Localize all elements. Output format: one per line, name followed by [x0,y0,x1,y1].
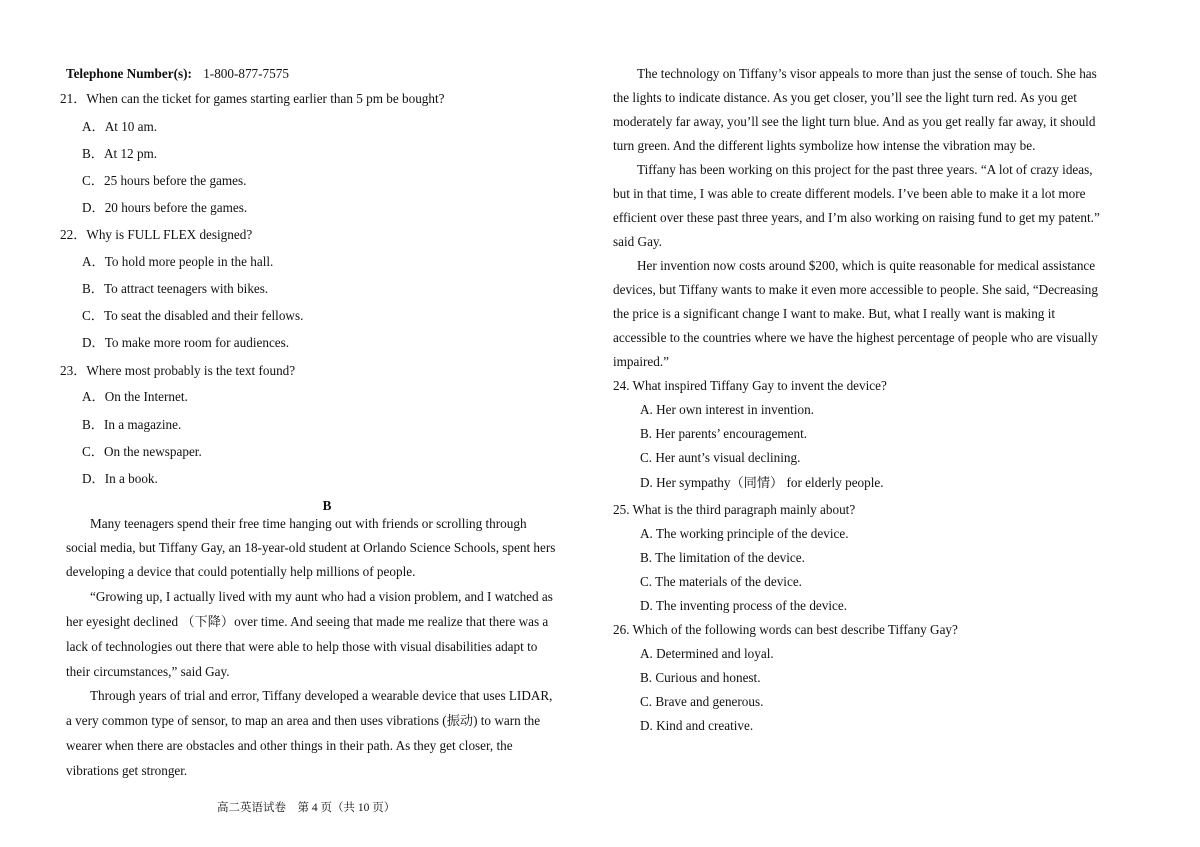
answer-option: A．On the Internet. [82,389,188,404]
passage-line: wearer when there are obstacles and other things in their path. As they get closer, the [66,738,513,753]
passage-line: Many teenagers spend their free time hanging out with friends or scrolling through [90,516,527,531]
passage-line: The technology on Tiffany’s visor appeals to more than just the sense of touch. She has [637,66,1097,81]
passage-line: Tiffany has been working on this project for the past three years. “A lot of crazy ideas, [637,162,1093,177]
passage-line: the lights to indicate distance. As you get closer, you’ll see the light turn red. As you get [613,90,1077,105]
answer-option: C. Brave and generous. [640,694,764,709]
answer-option: C. The materials of the device. [640,574,802,589]
passage-line: devices, but Tiffany wants to make it even more accessible to people. She said, “Decreasing [613,282,1098,297]
answer-option: B. Curious and honest. [640,670,761,685]
passage-line: Through years of trial and error, Tiffany developed a wearable device that uses LIDAR, [90,688,553,703]
phone-label: Telephone Number(s): [66,66,192,81]
question-stem: 22．Why is FULL FLEX designed? [60,227,253,242]
passage-line: moderately far away, you’ll see the light turn blue. And as you get really far away, it should [613,114,1096,129]
passage-line: Her invention now costs around $200, which is quite reasonable for medical assistance [637,258,1096,273]
answer-option: A. Her own interest in invention. [640,402,814,417]
answer-option: B. The limitation of the device. [640,550,805,565]
passage-line: the price is a significant change I want to make. But, what I really want is making it [613,306,1056,321]
question-stem: 23．Where most probably is the text found? [60,363,296,378]
answer-option: A．At 10 am. [82,119,158,134]
answer-option: B．At 12 pm. [82,146,158,161]
passage-line: their circumstances,” said Gay. [66,664,230,679]
passage-line: efficient over these past three years, and I’m also working on raising fund to get my patent.” [613,210,1100,225]
answer-option: D．In a book. [82,471,158,486]
passage-line: turn green. And the different lights symbolize how intense the vibration may be. [613,138,1036,153]
answer-option: B. Her parents’ encouragement. [640,426,808,441]
answer-option: D. Kind and creative. [640,718,754,733]
passage-line: accessible to the countries where we have the highest percentage of people who are visually [613,330,1098,345]
answer-option: D. Her sympathy（同情） for elderly people. [640,475,884,490]
passage-line: vibrations get stronger. [66,763,188,778]
answer-option: C. Her aunt’s visual declining. [640,450,801,465]
passage-line: a very common type of sensor, to map an area and then uses vibrations (振动) to warn the [66,713,541,728]
question-stem: 26. Which of the following words can best describe Tiffany Gay? [613,622,958,637]
question-stem: 25. What is the third paragraph mainly about? [613,502,856,517]
answer-option: B．To attract teenagers with bikes. [82,281,269,296]
passage-line: social media, but Tiffany Gay, an 18-year-old student at Orlando Science Schools, spent hers [66,540,556,555]
phone-line [66,66,289,82]
answer-option: C．To seat the disabled and their fellows. [82,308,304,323]
phone-value: 1-800-877-7575 [203,66,289,81]
answer-option: A．To hold more people in the hall. [82,254,274,269]
answer-option: A. The working principle of the device. [640,526,849,541]
answer-option: C．25 hours before the games. [82,173,247,188]
answer-option: D．20 hours before the games. [82,200,248,215]
passage-line: developing a device that could potentially help millions of people. [66,564,416,579]
answer-option: D. The inventing process of the device. [640,598,848,613]
page-footer: 高二英语试卷 第 4 页（共 10 页） [217,802,396,814]
question-stem: 21．When can the ticket for games starting earlier than 5 pm be bought? [60,91,445,106]
passage-line: impaired.” [613,354,670,369]
passage-line: said Gay. [613,234,662,249]
passage-line: “Growing up, I actually lived with my aunt who had a vision problem, and I watched as [90,589,553,604]
answer-option: A. Determined and loyal. [640,646,774,661]
question-stem: 24. What inspired Tiffany Gay to invent the device? [613,378,887,393]
answer-option: C．On the newspaper. [82,444,202,459]
passage-line: but in that time, I was able to create different models. I’ve been able to make it a lot more [613,186,1086,201]
answer-option: B．In a magazine. [82,417,182,432]
passage-line: her eyesight declined （下降）over time. And seeing that made me realize that there was a [66,614,549,629]
section-heading: B [322,498,332,513]
passage-line: lack of technologies out there that were able to help those with visual disabilities adapt to [66,639,538,654]
answer-option: D．To make more room for audiences. [82,335,290,350]
